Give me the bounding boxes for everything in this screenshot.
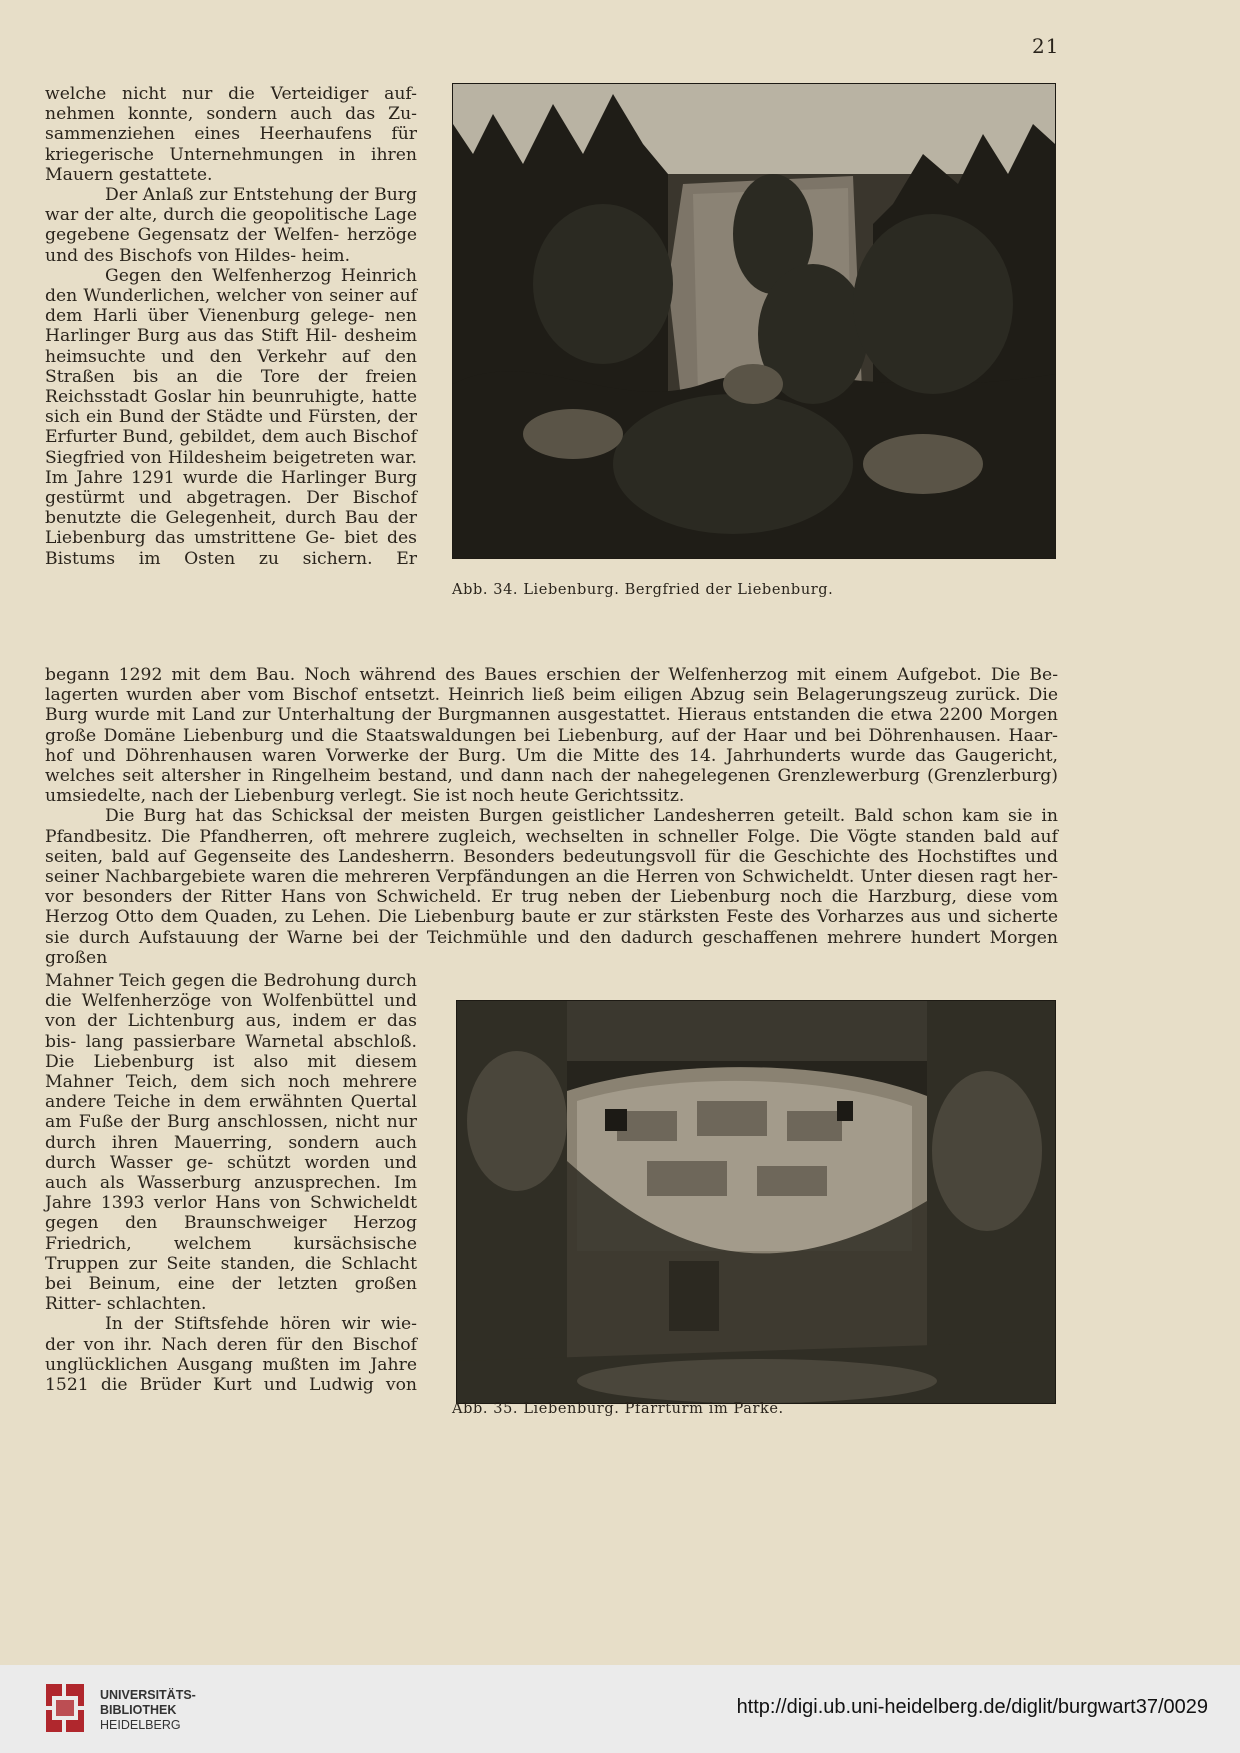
figure-pfarrturm-photo bbox=[456, 1000, 1056, 1404]
pfarrturm-photo-illustration bbox=[457, 1001, 1055, 1403]
source-url[interactable]: http://digi.ub.uni-heidelberg.de/diglit/burgwart37/0029 bbox=[736, 1696, 1208, 1718]
text-fullwidth-block bbox=[45, 665, 1058, 968]
library-name-line1: UNIVERSITÄTS- bbox=[100, 1688, 196, 1702]
paragraph: begann 1292 mit dem Bau. Noch während des Baues erschien der Welfenherzog mit einem Aufgebot. Die Be- lagerten wurden aber vom Bischof entsetzt. Heinrich ließ beim eiligen Abzug sein Belagerungszeug zurück. Die Burg wurde mit Land zur Unterhaltung der Burgmannen ausgestattet. Hieraus entstanden die etwa 2200 Morgen große Domäne Liebenburg und die Staatswaldungen bei Liebenburg, auf der Haar und bei Döhrenhausen. Haar- hof und Döhrenhausen waren Vorwerke der Burg. Um die Mitte des 14. Jahrhunderts wurde das Gaugericht, welches seit altersher in Ringelheim bestand, und dann nach der nahegelegenen Grenzlewerburg (Grenzlerburg) umsiedelte, nach der Liebenburg verlegt. Sie ist noch heute Gerichtssitz. bbox=[45, 665, 1058, 807]
paragraph: Die Burg hat das Schicksal der meisten Burgen geistlicher Landesherren geteilt. Bald schon kam sie in Pfandbesitz. Die Pfandherren, oft mehrere zugleich, wechselten in schneller Folge. Die Vögte standen bald auf seiten, bald auf Gegenseite des Landesherrn. Besonders bedeutungsvoll für die Geschichte des Hochstiftes und seiner Nachbargebiete waren die mehreren Verpfändungen an die Herren von Schwicheldt. Unter diesen ragt her- vor besonders der Ritter Hans von Schwicheld. Er trug neben der Liebenburg noch die Harzburg, diese vom Herzog Otto dem Quaden, zu Lehen. Die Liebenburg baute er zur stärksten Feste des Vorharzes aus und sicherte sie durch Aufstauung der Warne bei der Teichmühle und den dadurch geschaffenen mehrere hundert Morgen großen bbox=[45, 806, 1058, 968]
library-name-line2: BIBLIOTHEK bbox=[100, 1703, 177, 1717]
bergfried-photo-illustration bbox=[453, 84, 1055, 558]
text-column-top-left bbox=[45, 84, 417, 569]
paragraph: Mahner Teich gegen die Bedrohung durch die Welfenherzöge von Wolfenbüttel und von der Lichtenburg aus, indem er das bis- lang passierbare Warnetal abschloß. Die Liebenburg ist also mit diesem Mahner Teich, dem sich noch mehrere andere Teiche in dem erwähnten Quertal am Fuße der Burg anschlossen, nicht nur durch ihren Mauerring, sondern auch durch Wasser ge- schützt worden und auch als Wasserburg anzusprechen. Im Jahre 1393 verlor Hans von Schwicheldt gegen den Braunschweiger Herzog Friedrich, welchem kursächsische Truppen zur Seite standen, die Schlacht bei Beinum, eine der letzten großen Ritter- schlachten. bbox=[45, 971, 417, 1315]
paragraph: Der Anlaß zur Entstehung der Burg war der alte, durch die geopolitische Lage gegebene Gegensatz der Welfen- herzöge und des Bischofs von Hildes- heim. bbox=[45, 185, 417, 266]
paragraph: In der Stiftsfehde hören wir wie- der von ihr. Nach deren für den Bischof unglücklichen Ausgang mußten im Jahre 1521 die Brüder Kurt und Ludwig von bbox=[45, 1314, 417, 1396]
paragraph: Gegen den Welfenherzog Heinrich den Wunderlichen, welcher von seiner auf dem Harli über Vienenburg gelege- nen Harlinger Burg aus das Stift Hil- desheim heimsuchte und den Verkehr auf den Straßen bis an die Tore der freien Reichsstadt Goslar hin beunruhigte, hatte sich ein Bund der Städte und Fürsten, der Erfurter Bund, gebildet, dem auch Bischof Siegfried von Hildesheim beigetreten war. Im Jahre 1291 wurde die Harlinger Burg gestürmt und abgetragen. Der Bischof benutzte die Gelegenheit, durch Bau der Liebenburg das umstrittene Ge- biet des Bistums im Osten zu sichern. Er bbox=[45, 265, 417, 569]
text-column-bottom-left bbox=[45, 971, 417, 1395]
page-number: 21 bbox=[1032, 34, 1060, 58]
library-name bbox=[100, 1688, 196, 1733]
library-name-line3: HEIDELBERG bbox=[100, 1718, 181, 1732]
figure-caption-34: Abb. 34. Liebenburg. Bergfried der Liebenburg. bbox=[452, 582, 834, 598]
figure-bergfried-photo bbox=[452, 83, 1056, 559]
paragraph: welche nicht nur die Verteidiger auf- nehmen konnte, sondern auch das Zu- sammenziehen eines Heerhaufens für kriegerische Unternehmungen in ihren Mauern gestattete. bbox=[45, 84, 417, 185]
figure-caption-35: Abb. 35. Liebenburg. Pfarrturm im Parke. bbox=[452, 1401, 784, 1417]
university-logo-icon bbox=[42, 1680, 88, 1736]
